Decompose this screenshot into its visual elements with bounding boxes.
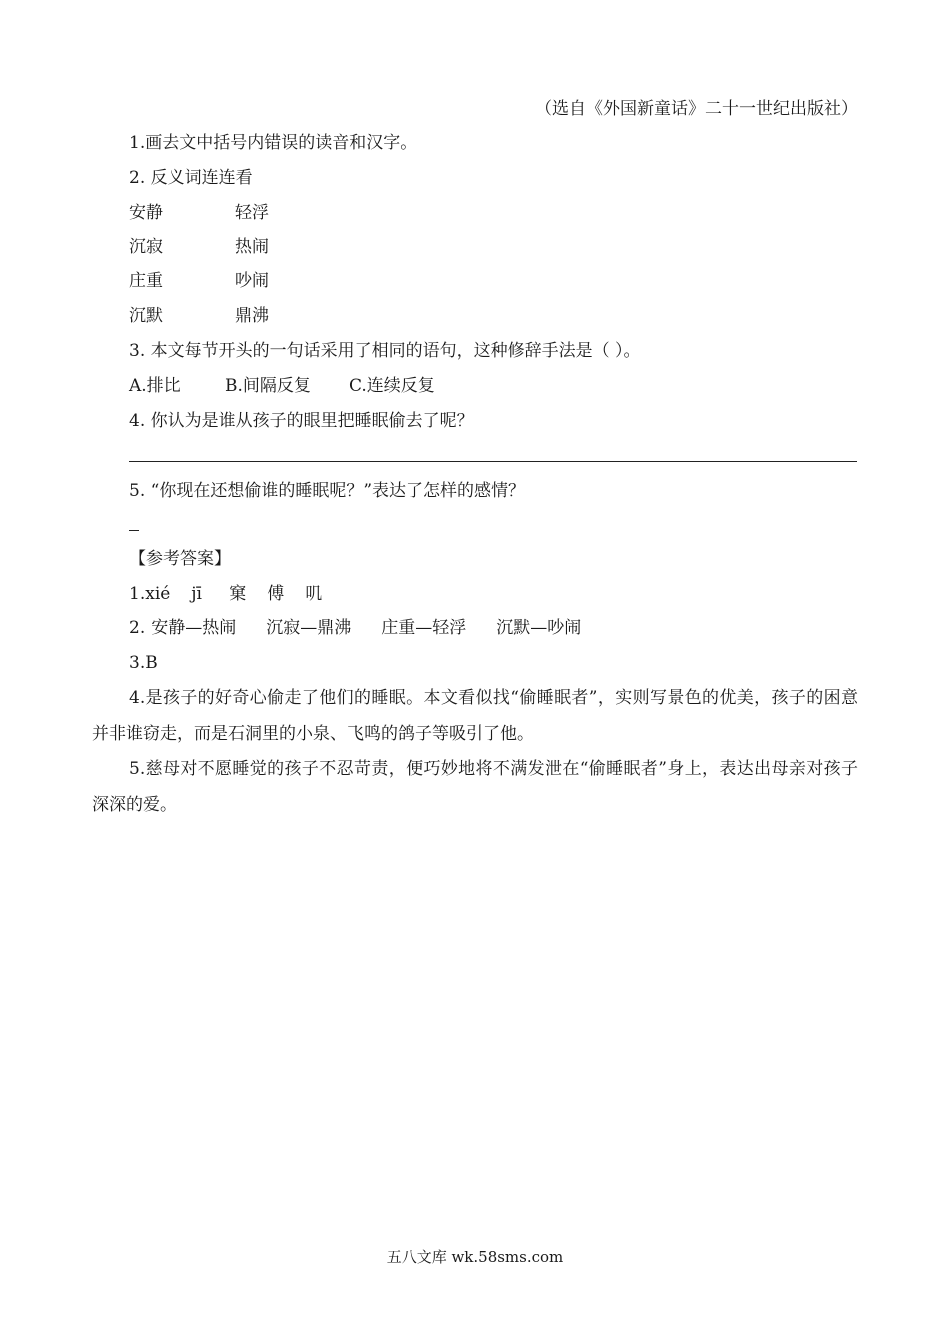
answer-2-item: 安静—热闹 <box>151 618 237 638</box>
source-note: （选自《外国新童话》二十一世纪出版社） <box>535 99 858 119</box>
pair-left-3: 庄重 <box>129 271 163 291</box>
answer-blank-short <box>129 530 139 531</box>
answer-1-item: 窠 <box>229 584 247 604</box>
question-5: 5. “你现在还想偷谁的睡眠呢？”表达了怎样的感情？ <box>129 481 526 501</box>
answer-1-prefix: 1. <box>129 584 146 604</box>
pair-right-4: 鼎沸 <box>235 306 269 326</box>
answer-2-prefix: 2. <box>129 618 146 638</box>
answer-1-item: xié <box>145 584 171 604</box>
answer-5: 5.慈母对不愿睡觉的孩子不忍苛责，便巧妙地将不满发泄在“偷睡眠者”身上，表达出母亲对孩子深深的爱。 <box>92 759 858 815</box>
question-3: 3. 本文每节开头的一句话采用了相同的语句，这种修辞手法是（ ）。 <box>129 341 641 361</box>
answer-2-item: 庄重—轻浮 <box>381 618 467 638</box>
question-1: 1.画去文中括号内错误的读音和汉字。 <box>129 133 418 153</box>
answer-2-item: 沉寂—鼎沸 <box>266 618 352 638</box>
pair-left-4: 沉默 <box>129 306 163 326</box>
answer-3: 3.B <box>129 653 158 673</box>
answer-1-item: 叽 <box>305 584 323 604</box>
answer-2-item: 沉默—吵闹 <box>496 618 582 638</box>
pair-right-1: 轻浮 <box>235 203 269 223</box>
answer-1-item: 傅 <box>267 584 285 604</box>
option-b: B.间隔反复 <box>225 376 311 396</box>
answer-blank-line <box>129 461 857 462</box>
question-2: 2. 反义词连连看 <box>129 168 253 188</box>
answer-2 <box>129 616 581 640</box>
question-4: 4. 你认为是谁从孩子的眼里把睡眠偷去了呢？ <box>129 411 474 431</box>
pair-right-3: 吵闹 <box>235 271 269 291</box>
answer-4: 4.是孩子的好奇心偷走了他们的睡眠。本文看似找“偷睡眠者”，实则写景色的优美，孩子的困意并非谁窃走，而是石洞里的小泉、飞鸣的鸽子等吸引了他。 <box>92 688 858 744</box>
pair-left-2: 沉寂 <box>129 237 163 257</box>
option-c: C.连续反复 <box>349 376 435 396</box>
pair-left-1: 安静 <box>129 203 163 223</box>
question-3-options <box>129 374 435 398</box>
answer-1 <box>129 582 322 606</box>
answer-1-item: jī <box>191 584 202 604</box>
pair-right-2: 热闹 <box>235 237 269 257</box>
option-a: A.排比 <box>129 376 181 396</box>
answers-heading: 【参考答案】 <box>129 549 231 569</box>
footer-watermark: 五八文库 wk.58sms.com <box>386 1248 564 1266</box>
